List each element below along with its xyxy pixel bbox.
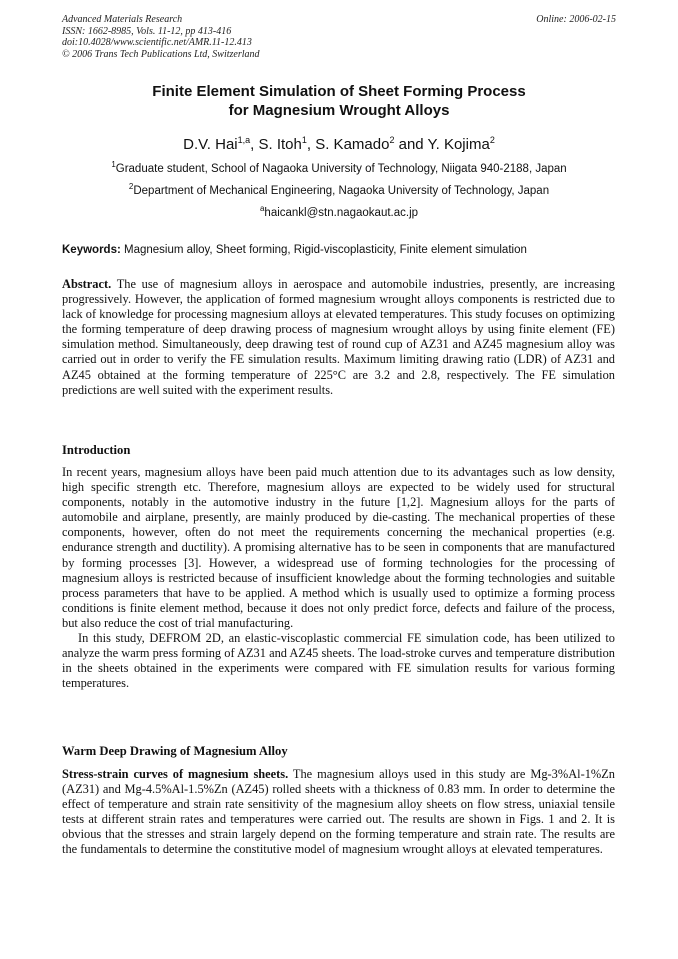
warm-drawing-text: The magnesium alloys used in this study are Mg-3%Al-1%Zn (AZ31) and Mg-4.5%Al-1.5%Zn (AZ45) rolled sheets with a thickness of 0.83 mm. In order to determine the effect of temperature and strain rate sensitivity of the magnesium alloy sheets on flow stress, uniaxial tensile tests at different strain rates and temperatures were carried out. The results are shown in Figs. 1 and 2. It is obvious that the stresses and strain largely depend on the forming temperature and strain rate. The results are the fundamentals to determine the constitutive model of magnesium wrought alloys at elevated temperatures. [62,767,615,857]
keywords [62,243,622,257]
author-3-sup: 2 [389,135,395,145]
author-3: S. Kamado [315,136,390,153]
journal-header [62,14,260,60]
email-line [0,202,678,220]
title-line-2: for Magnesium Wrought Alloys [228,102,450,119]
author-sep-1: , [250,136,259,153]
copyright-line: © 2006 Trans Tech Publications Ltd, Switzerland [62,48,260,60]
warm-drawing-heading: Warm Deep Drawing of Magnesium Alloy [62,744,288,758]
affiliation-1 [0,158,678,176]
author-2-sup: 1 [301,135,307,145]
doi-line: doi:10.4028/www.scientific.net/AMR.11-12.413 [62,37,252,48]
author-2: S. Itoh [258,136,302,153]
warm-drawing-body [62,767,615,858]
affiliation-2 [0,180,678,198]
keywords-text: Magnesium alloy, Sheet forming, Rigid-viscoplasticity, Finite element simulation [120,244,527,256]
stress-strain-subheading: Stress-strain curves of magnesium sheets. [62,767,289,781]
author-1: D.V. Hai [183,136,238,153]
journal-name: Advanced Materials Research [62,14,183,25]
issn-line: ISSN: 1662-8985, Vols. 11-12, pp 413-416 [62,25,232,37]
title-line-1: Finite Element Simulation of Sheet Forming Process [152,83,526,100]
intro-paragraph-2: In this study, DEFROM 2D, an elastic-viscoplastic commercial FE simulation code, has been utilized to analyze the warm press forming of AZ31 and AZ45 sheets. The load-stroke curves and temperature distribution in the sheets obtained in the experiments were compared with FE simulation results for various forming temperatures. [62,631,615,691]
affiliation-2-sup: 2 [128,182,134,191]
abstract-text: The use of magnesium alloys in aerospace and automobile industries, presently, are increasing progressively. However, the application of formed magnesium wrought alloys components is restricted due to lack of knowledge for processing magnesium alloys at elevated temperatures. This study focuses on optimizing the forming temperature of deep drawing process of magnesium wrought alloys by using finite element (FE) simulation method. Simultaneously, deep drawing test of round cup of AZ31 and AZ45 magnesium alloy was carried out in order to verify the FE simulation results. Maximum limiting drawing ratio (LDR) of AZ31 and AZ45 obtained at the forming temperature of 225°C are 3.2 and 2.8, respectively. The FE simulation predictions are well suited with the experiment results. [62,277,615,397]
email-text: haicankl@stn.nagaokaut.ac.jp [264,206,419,219]
abstract [62,277,615,398]
affiliation-2-text: Department of Mechanical Engineering, Nagaoka University of Technology, Japan [133,184,550,197]
affiliation-1-text: Graduate student, School of Nagaoka University of Technology, Niigata 940-2188, Japan [115,162,567,175]
keywords-label: Keywords: [62,244,121,256]
author-4-sup: 2 [489,135,495,145]
introduction-heading: Introduction [62,443,131,457]
online-date: Online: 2006-02-15 [536,14,616,25]
author-1-sup: 1,a [237,135,251,145]
author-sep-2: , [306,136,316,153]
paper-title [0,82,678,120]
author-sep-3: and [394,136,428,153]
author-list [0,131,678,154]
abstract-label: Abstract. [62,277,112,291]
introduction-body [62,465,615,691]
email-sup: a [259,204,265,213]
affiliation-1-sup: 1 [111,160,116,169]
intro-paragraph-1: In recent years, magnesium alloys have been paid much attention due to its advantages such as low density, high specific strength etc. Therefore, magnesium alloys are expected to be widely used for structural components, notably in the automotive industry in the future [1,2]. Magnesium alloys for the parts of automobile and airplane, presently, are mainly produced by die-casting. The mechanical properties of these components, however, often do not meet the requirements concerning the mechanical properties (e.g. endurance strength and ductility). A promising alternative has to be seen in components that are manufactured by forming processes [3]. However, a widespread use of forming technologies for the processing of magnesium alloys is restricted because of insufficient knowledge about the forming technologies and suitable process parameters that have to be applied. A method which is usually used to optimize a forming process conditions is finite element method, because it does not only predict force, defects and failure of the process, but also reduce the cost of trial manufacturing. [62,465,615,630]
author-4: Y. Kojima [427,136,490,153]
